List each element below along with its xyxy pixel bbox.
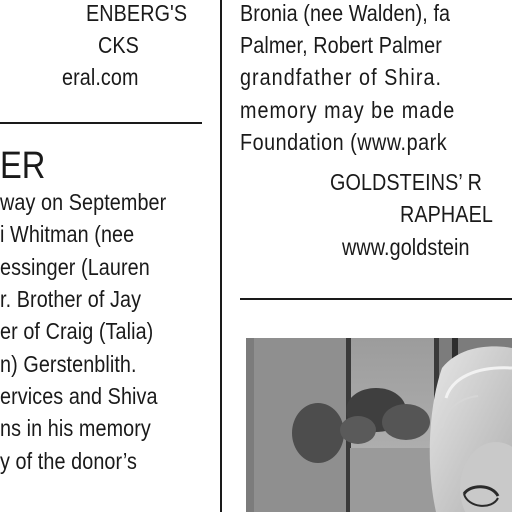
funeral-home-name-fragment: ENBERG'S — [86, 0, 188, 26]
obituary-text-line: grandfather of Shira. — [240, 64, 443, 90]
section-divider — [240, 298, 512, 300]
obituary-text-line: r. Brother of Jay — [0, 286, 142, 312]
obituary-text-line: n) Gerstenblith. — [0, 351, 137, 377]
section-divider — [0, 122, 202, 124]
obituary-text-line: ns in his memory — [0, 415, 151, 441]
funeral-home-location-fragment: CKS — [98, 32, 139, 58]
funeral-home-location-fragment: RAPHAEL — [400, 201, 493, 227]
funeral-home-name-fragment: GOLDSTEINS’ R — [330, 169, 483, 195]
funeral-home-website-fragment: eral.com — [62, 64, 139, 90]
column-separator — [220, 0, 222, 512]
obituary-text-line: memory may be made — [240, 97, 456, 123]
obituary-text-line: essinger (Lauren — [0, 254, 150, 280]
obituary-text-line: way on September — [0, 189, 167, 215]
obituary-name-heading: ER — [0, 145, 46, 187]
obituary-text-line: Bronia (nee Walden), fa — [240, 0, 451, 26]
photo-image — [246, 338, 512, 512]
obituary-text-line: y of the donor’s — [0, 448, 138, 474]
obituary-text-line: i Whitman (nee — [0, 221, 135, 247]
obituary-text-line: Palmer, Robert Palmer — [240, 32, 442, 58]
obituary-text-line: ervices and Shiva — [0, 383, 158, 409]
funeral-home-website-fragment: www.goldstein — [342, 234, 470, 260]
obituary-text-line: Foundation (www.park — [240, 129, 448, 155]
obituary-text-line: er of Craig (Talia) — [0, 318, 154, 344]
obituary-photo — [246, 338, 512, 512]
